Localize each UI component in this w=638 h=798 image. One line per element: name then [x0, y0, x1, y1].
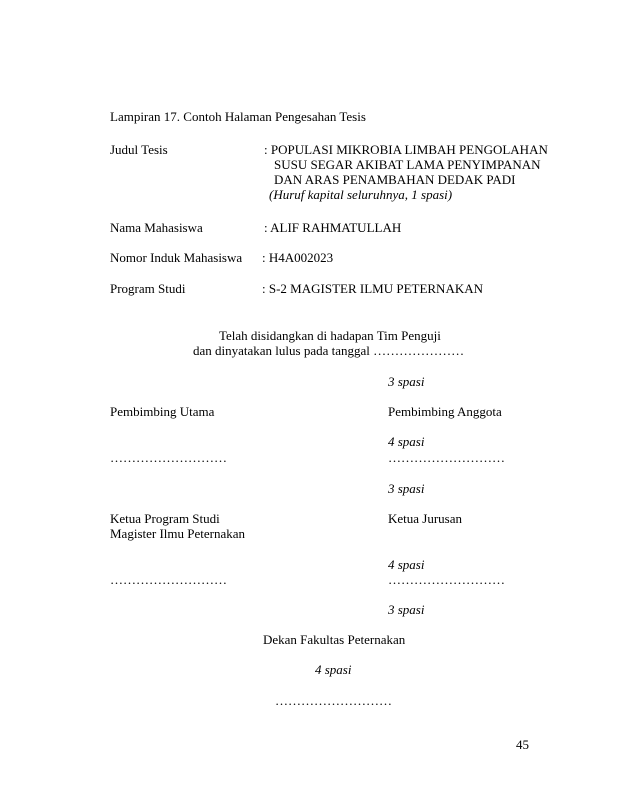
nim-value: : H4A002023 [262, 250, 334, 265]
judul-line-3: DAN ARAS PENAMBAHAN DEDAK PADI [274, 172, 516, 187]
nama-value: : ALIF RAHMATULLAH [264, 220, 402, 235]
pembimbing-utama: Pembimbing Utama [110, 404, 215, 419]
page-heading: Lampiran 17. Contoh Halaman Pengesahan Tesis [110, 109, 366, 124]
pembimbing-anggota: Pembimbing Anggota [388, 404, 502, 419]
ketua-prodi-line-2: Magister Ilmu Peternakan [110, 526, 246, 541]
prodi-label: Program Studi [110, 281, 186, 296]
spacing-note: 3 spasi [388, 374, 425, 389]
signature-line: ……………………… [388, 450, 505, 465]
signature-line: ……………………… [110, 450, 227, 465]
judul-line-2: SUSU SEGAR AKIBAT LAMA PENYIMPANAN [274, 157, 541, 172]
statement-line-2: dan dinyatakan lulus pada tanggal ………………… [193, 343, 465, 358]
nim-label: Nomor Induk Mahasiswa [110, 250, 243, 265]
spacing-note: 3 spasi [388, 481, 425, 496]
ketua-prodi-line-1: Ketua Program Studi [110, 511, 220, 526]
signature-line: ……………………… [388, 572, 505, 587]
judul-label: Judul Tesis [110, 142, 168, 157]
nama-label: Nama Mahasiswa [110, 220, 203, 235]
prodi-value: : S-2 MAGISTER ILMU PETERNAKAN [262, 281, 483, 296]
dekan-title: Dekan Fakultas Peternakan [263, 632, 406, 647]
spacing-note: 3 spasi [388, 602, 425, 617]
judul-line-1: : POPULASI MIKROBIA LIMBAH PENGOLAHAN [264, 142, 548, 157]
spacing-note: 4 spasi [315, 662, 352, 677]
spacing-note: 4 spasi [388, 434, 425, 449]
spacing-note: 4 spasi [388, 557, 425, 572]
signature-line: ……………………… [110, 572, 227, 587]
page-number: 45 [516, 737, 529, 752]
ketua-jurusan: Ketua Jurusan [388, 511, 463, 526]
judul-note: (Huruf kapital seluruhnya, 1 spasi) [269, 187, 453, 202]
statement-line-1: Telah disidangkan di hadapan Tim Penguji [219, 328, 441, 343]
signature-line: ……………………… [275, 693, 392, 708]
